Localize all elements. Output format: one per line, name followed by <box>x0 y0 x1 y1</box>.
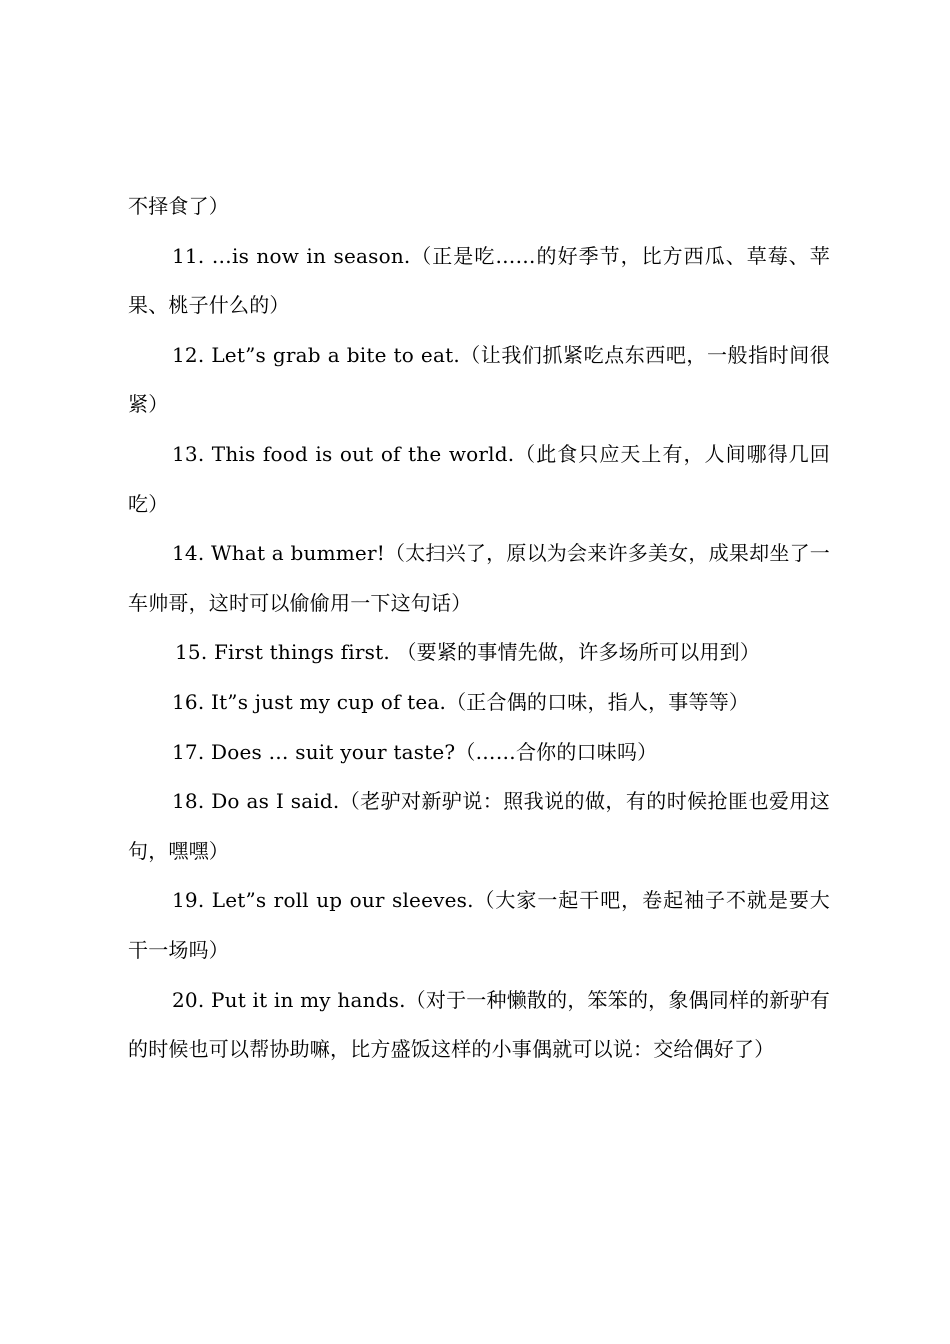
paragraph-item-14: 14. What a bummer!（太扫兴了，原以为会来许多美女，成果却坐了一车帅哥，这时可以偷偷用一下这句话） <box>128 541 830 615</box>
paragraph-item-19: 19. Let”s roll up our sleeves.（大家一起干吧，卷起袖子不就是要大干一场吗） <box>128 888 830 962</box>
text-body <box>128 182 830 1075</box>
paragraph-item-17: 17. Does … suit your taste?（……合你的口味吗） <box>172 739 658 764</box>
paragraph-item-12: 12. Let”s grab a bite to eat.（让我们抓紧吃点东西吧，一般指时间很紧） <box>128 342 830 417</box>
paragraph-item-16: 16. It”s just my cup of tea.（正合偶的口味，指人，事等等） <box>172 689 750 714</box>
paragraph-item-20: 20. Put it in my hands.（对于一种懒散的，笨笨的，象偶同样的新驴有的时候也可以帮协助嘛，比方盛饭这样的小事偶就可以说：交给偶好了） <box>128 987 830 1062</box>
paragraph-item-13: 13. This food is out of the world.（此食只应天上有，人间哪得几回吃） <box>128 441 830 516</box>
paragraph-continuation: 不择食了） <box>128 194 229 218</box>
paragraph-item-11: 11. …is now in season.（正是吃……的好季节，比方西瓜、草莓、苹果、桃子什么的） <box>128 243 830 318</box>
paragraph-item-18: 18. Do as I said.（老驴对新驴说：照我说的做，有的时候抢匪也爱用这句，嘿嘿） <box>128 789 830 863</box>
paragraph-item-15: 15. First things first. （要紧的事情先做，许多场所可以用到） <box>175 640 761 665</box>
